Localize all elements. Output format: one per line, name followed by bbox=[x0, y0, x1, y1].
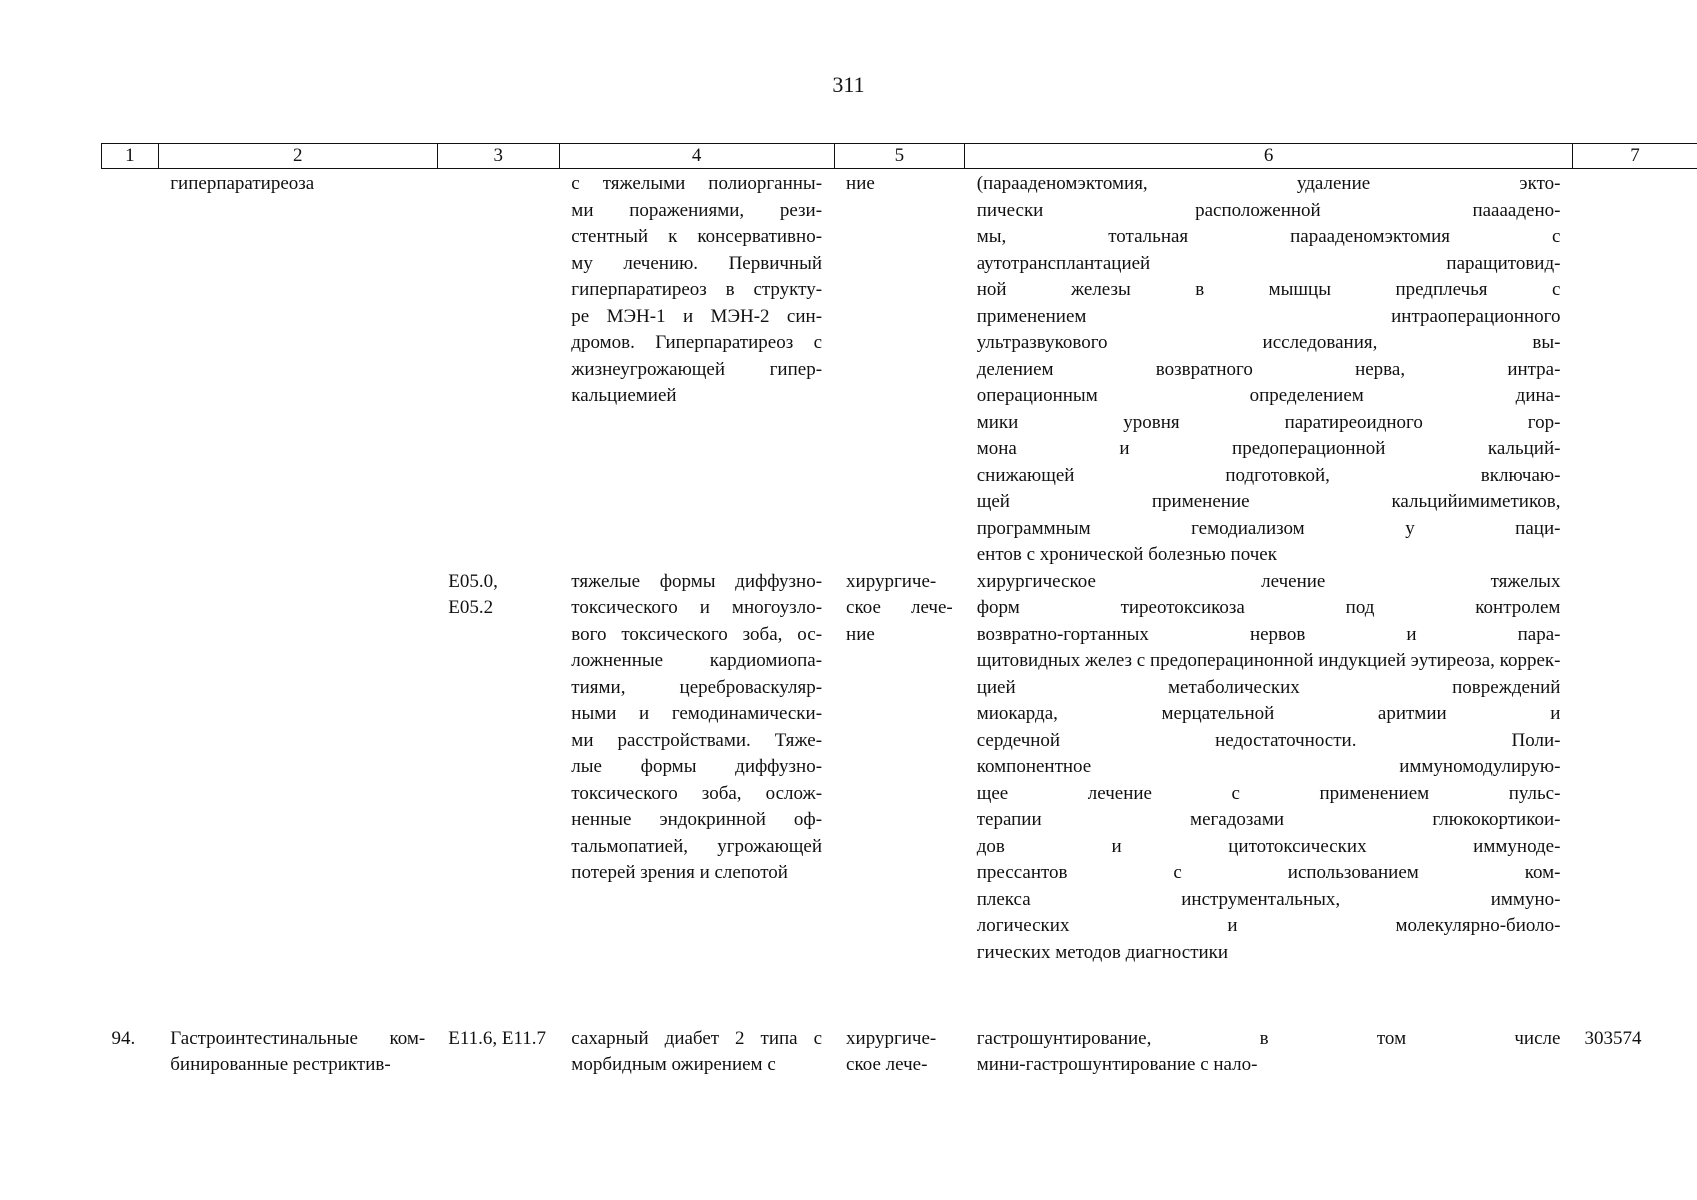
cell-line: (парааденомэктомия, удаление экто- bbox=[976, 173, 1561, 194]
cell-line: ентов с хронической болезнью почек bbox=[976, 544, 1277, 565]
cell-line: ной железы в мышцы предплечья с bbox=[976, 279, 1561, 300]
cell-line: компонентное иммуномодулирую- bbox=[976, 756, 1561, 777]
cell-line: мини-гастрошунтирование с нало- bbox=[976, 1054, 1258, 1075]
cell-line: ское лече- bbox=[846, 1054, 928, 1075]
cell-line: бинированные рестриктив- bbox=[170, 1054, 391, 1075]
table-cell-col1: 94. bbox=[111, 1027, 136, 1049]
cell-line: кальциемией bbox=[571, 385, 677, 406]
cell-line: щитовидных желез с предоперацинонной индукцией эутиреоза, коррек- bbox=[976, 650, 1561, 671]
cell-line: токсического зоба, ослож- bbox=[571, 782, 823, 804]
cell-line: ложненные кардиомиопа- bbox=[571, 650, 823, 671]
cell-line: щее лечение с применением пульс- bbox=[976, 782, 1561, 804]
table-cell-col6 bbox=[965, 1014, 1573, 1079]
cell-line: потерей зрения и слепотой bbox=[571, 862, 788, 883]
cell-line: ненные эндокринной оф- bbox=[571, 809, 823, 830]
table-cell-col4 bbox=[559, 169, 834, 569]
cell-line: Гастроинтестинальные ком- bbox=[170, 1027, 426, 1049]
table-row bbox=[102, 569, 1697, 1014]
cell-line: возвратно-гортанных нервов и пара- bbox=[976, 623, 1561, 645]
header-cell-5: 5 bbox=[834, 144, 965, 169]
cell-line: дов и цитотоксических иммуноде- bbox=[976, 835, 1561, 857]
cell-line: мы, тотальная парааденомэктомия с bbox=[976, 226, 1561, 247]
cell-line: жизнеугрожающей гипер- bbox=[571, 358, 823, 380]
table-cell-col7 bbox=[1572, 569, 1697, 1014]
cell-line: ние bbox=[846, 173, 875, 194]
cell-line: снижающей подготовкой, включаю- bbox=[976, 464, 1561, 486]
cell-line: операционным определением дина- bbox=[976, 385, 1561, 406]
table-cell-col1 bbox=[102, 569, 159, 1014]
cell-line: ние bbox=[846, 623, 875, 645]
table-cell-col1 bbox=[102, 169, 159, 569]
table-cell-col3 bbox=[437, 169, 559, 569]
cell-line: форм тиреотоксикоза под контролем bbox=[976, 597, 1561, 618]
cell-line: сердечной недостаточности. Поли- bbox=[976, 729, 1561, 751]
cell-line: хирургическое лечение тяжелых bbox=[976, 570, 1561, 592]
table-cell-col5 bbox=[834, 569, 965, 1014]
table-cell-col5 bbox=[834, 169, 965, 569]
header-cell-6: 6 bbox=[965, 144, 1573, 169]
header-cell-3: 3 bbox=[437, 144, 559, 169]
services-table bbox=[101, 143, 1697, 1079]
cell-line: ультразвукового исследования, вы- bbox=[976, 332, 1561, 353]
cell-line: прессантов с использованием ком- bbox=[976, 862, 1561, 883]
cell-line: ми расстройствами. Тяже- bbox=[571, 729, 823, 751]
table-header bbox=[102, 144, 1697, 169]
cell-line: пически расположенной паааадено- bbox=[976, 199, 1561, 221]
header-cell-2: 2 bbox=[158, 144, 437, 169]
cell-line: тяжелые формы диффузно- bbox=[571, 570, 823, 592]
table-cell-col6 bbox=[965, 569, 1573, 1014]
cell-line: миокарда, мерцательной аритмии и bbox=[976, 703, 1561, 724]
cell-line: морбидным ожирением с bbox=[571, 1054, 776, 1075]
cell-line: ское лече- bbox=[846, 597, 953, 618]
cell-line: тальмопатией, угрожающей bbox=[571, 835, 823, 857]
table-row bbox=[102, 169, 1697, 569]
cell-line: гастрошунтирование, в том числе bbox=[976, 1027, 1561, 1049]
table-cell-col4 bbox=[559, 1014, 834, 1079]
cell-line: гиперпаратиреоза bbox=[170, 173, 315, 194]
table-cell-col3: E05.0, E05.2 bbox=[448, 570, 498, 618]
cell-line: вого токсического зоба, ос- bbox=[571, 623, 823, 645]
cell-line: делением возвратного нерва, интра- bbox=[976, 358, 1561, 380]
table-cell-col2 bbox=[158, 569, 437, 1014]
cell-line: гических методов диагностики bbox=[976, 941, 1229, 963]
table-cell-col4 bbox=[559, 569, 834, 1014]
cell-line: лые формы диффузно- bbox=[571, 756, 823, 777]
header-row bbox=[102, 144, 1697, 169]
table-cell-col3: E11.6, E11.7 bbox=[448, 1027, 547, 1049]
table-cell-col6 bbox=[965, 169, 1573, 569]
header-cell-4: 4 bbox=[559, 144, 834, 169]
cell-line: мона и предоперационной кальций- bbox=[976, 438, 1561, 459]
header-cell-7: 7 bbox=[1572, 144, 1697, 169]
cell-line: хирургиче- bbox=[846, 570, 937, 592]
cell-line: программным гемодиализом у паци- bbox=[976, 517, 1561, 539]
cell-line: мики уровня паратиреоидного гор- bbox=[976, 411, 1561, 433]
cell-line: хирургиче- bbox=[846, 1027, 937, 1049]
table-cell-col2 bbox=[158, 169, 437, 569]
cell-line: му лечению. Первичный bbox=[571, 252, 823, 274]
header-cell-1: 1 bbox=[102, 144, 159, 169]
cell-line: терапии мегадозами глюкокортикои- bbox=[976, 809, 1561, 830]
cell-line: логических и молекулярно-биоло- bbox=[976, 915, 1561, 936]
cell-line: аутотрансплантацией паращитовид- bbox=[976, 252, 1561, 274]
table-row bbox=[102, 1014, 1697, 1079]
table-cell-col2 bbox=[158, 1014, 437, 1079]
cell-line: цией метаболических повреждений bbox=[976, 676, 1561, 698]
page-number: 311 bbox=[832, 72, 865, 97]
cell-line: ре МЭН-1 и МЭН-2 син- bbox=[571, 305, 823, 327]
table-cell-col7: 303574 bbox=[1584, 1027, 1642, 1049]
cell-line: с тяжелыми полиорганны- bbox=[571, 173, 823, 194]
cell-line: стентный к консервативно- bbox=[571, 226, 823, 247]
cell-line: применением интраоперационного bbox=[976, 305, 1561, 327]
cell-line: сахарный диабет 2 типа с bbox=[571, 1027, 823, 1049]
table-cell-col5 bbox=[834, 1014, 965, 1079]
table-cell-col7 bbox=[1572, 169, 1697, 569]
table-body bbox=[102, 169, 1697, 1079]
cell-line: ми поражениями, рези- bbox=[571, 199, 823, 221]
cell-line: токсического и многоузло- bbox=[571, 597, 823, 618]
cell-line: дромов. Гиперпаратиреоз с bbox=[571, 332, 823, 353]
cell-line: тиями, цереброваскуляр- bbox=[571, 676, 823, 698]
cell-line: ными и гемодинамически- bbox=[571, 703, 823, 724]
cell-line: плекса инструментальных, иммуно- bbox=[976, 888, 1561, 910]
cell-line: щей применение кальцийимиметиков, bbox=[976, 491, 1561, 512]
cell-line: гиперпаратиреоз в структу- bbox=[571, 279, 823, 300]
